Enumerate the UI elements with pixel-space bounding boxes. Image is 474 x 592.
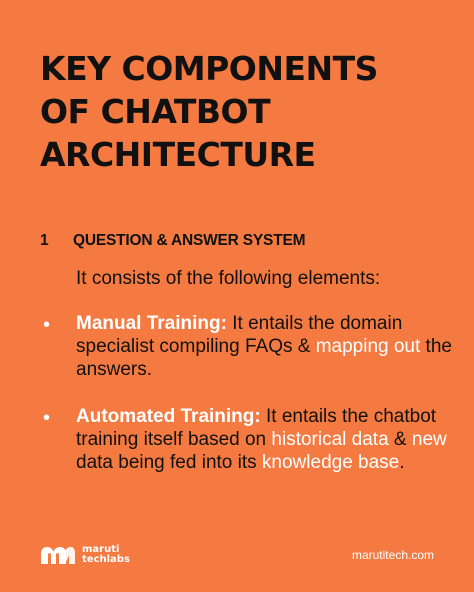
- website-url[interactable]: marutitech.com: [351, 548, 434, 562]
- list-item: [40, 312, 460, 381]
- bullet-label: Manual Training:: [76, 313, 227, 334]
- bullet-text: It entails the chatbot training itself based on: [76, 406, 437, 450]
- logo-text: [82, 545, 130, 565]
- page-title: [40, 47, 378, 176]
- section-header: [40, 232, 460, 250]
- title-line-1: KEY COMPONENTS: [40, 49, 378, 88]
- bullet-text: data being fed into its: [76, 452, 262, 473]
- logo-line-1: maruti: [82, 544, 120, 555]
- section-number: 1: [40, 232, 49, 249]
- bullet-highlight: knowledge base: [261, 452, 400, 473]
- footer: [40, 543, 434, 567]
- bullet-icon: •: [43, 314, 51, 336]
- bullet-list: [40, 312, 460, 498]
- bullet-highlight: new: [411, 429, 447, 450]
- bullet-text: the answers.: [76, 336, 452, 380]
- brand-logo: [40, 545, 130, 565]
- bullet-text: It entails the domain specialist compiling FAQs &: [76, 313, 403, 357]
- title-line-2: OF CHATBOT: [40, 92, 271, 131]
- logo-mark-icon: [40, 545, 76, 565]
- bullet-icon: •: [43, 407, 51, 429]
- bullet-text: &: [388, 429, 412, 450]
- logo-line-2: techlabs: [82, 554, 130, 565]
- section-heading: QUESTION & ANSWER SYSTEM: [73, 232, 306, 249]
- bullet-text: .: [399, 452, 405, 473]
- bullet-highlight: historical data: [271, 429, 389, 450]
- bullet-highlight: mapping out: [315, 336, 421, 357]
- title-line-3: ARCHITECTURE: [40, 135, 316, 174]
- intro-text: It consists of the following elements:: [76, 268, 381, 289]
- bullet-label: Automated Training:: [76, 406, 261, 427]
- list-item: [40, 405, 460, 474]
